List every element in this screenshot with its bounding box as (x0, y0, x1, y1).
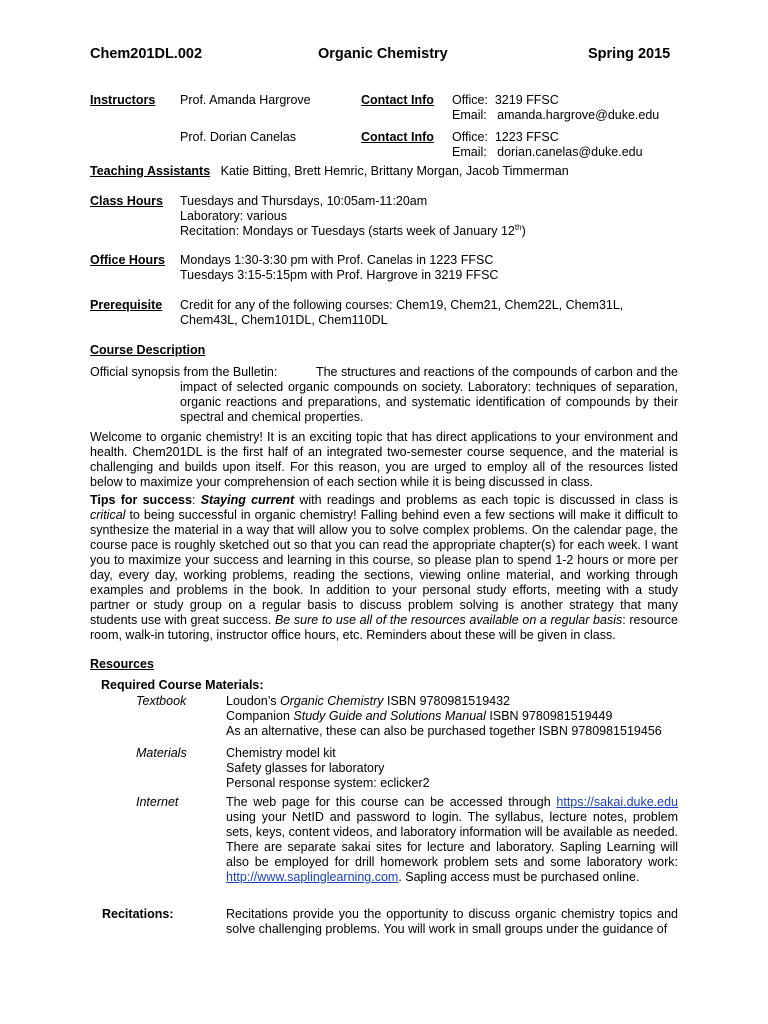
course-title: Organic Chemistry (318, 46, 448, 62)
email-value: dorian.canelas@duke.edu (497, 145, 643, 159)
course-description-heading: Course Description (90, 343, 206, 357)
term: Spring 2015 (588, 46, 671, 62)
textbook-line-3: As an alternative, these can also be purchased together ISBN 9780981519456 (226, 724, 662, 738)
text: Companion (226, 709, 294, 723)
superscript: th (514, 222, 522, 232)
instructor-2-email (452, 145, 643, 160)
instructor-1-office (452, 93, 559, 108)
book-title: Organic Chemistry (280, 694, 384, 708)
office-label: Office: (452, 93, 488, 107)
tips-colon: : (191, 493, 201, 507)
sakai-link[interactable]: https://sakai.duke.edu (556, 795, 678, 809)
tips-label: Tips for success (90, 493, 192, 507)
tips-text-2: to being successful in organic chemistry! Falling behind even a few sections will make it difficult to synthesize the material in a way that will allow you to solve complex problems. On the calendar page, the course pace is roughly sketched out so that you can read the appropriate chapter(s) for each week. I want you to maximize your success and learning in this course, so please plan to spend 1-2 hours or more per day, every day, working problems, reading the sections, viewing online material, and working through examples and problems in the book. In addition to your personal study efforts, meeting with a study partner or study group on a regular basis to discuss problem solving is another strategy that many students use with great success. (90, 508, 678, 627)
instructor-1-name: Prof. Amanda Hargrove (180, 93, 311, 107)
prerequisite-label: Prerequisite (90, 298, 163, 312)
instructor-1-email (452, 108, 659, 123)
class-hours-line-2: Laboratory: various (180, 209, 288, 223)
contact-info-label-2: Contact Info (361, 130, 434, 144)
office-value: 1223 FFSC (494, 130, 559, 144)
resources-heading: Resources (90, 657, 154, 671)
synopsis-line-1: The structures and reactions of the compounds of carbon and the (315, 365, 678, 379)
instructor-2-office (452, 130, 559, 145)
office-hours-line-2: Tuesdays 3:15-5:15pm with Prof. Hargrove in 3219 FFSC (180, 268, 499, 282)
instructors-label: Instructors (90, 93, 156, 107)
recitations-paragraph: Recitations provide you the opportunity to discuss organic chemistry topics and solve challenging problems. You will work in small groups under the guidance of (226, 907, 678, 936)
isbn: ISBN 9780981519432 (383, 694, 510, 708)
text: The web page for this course can be accessed through (226, 795, 557, 809)
tips-text-1: with readings and problems as each topic is discussed in class is (294, 493, 678, 507)
synopsis-first-line (90, 365, 678, 380)
office-hours-line-1: Mondays 1:30-3:30 pm with Prof. Canelas in 1223 FFSC (180, 253, 494, 267)
materials-label: Materials (136, 746, 187, 760)
tips-paragraph (90, 493, 678, 643)
teaching-assistants-label: Teaching Assistants (90, 164, 211, 178)
recitation-schedule-end: ) (521, 224, 526, 238)
textbook-line-2 (226, 709, 612, 724)
office-label: Office: (452, 130, 488, 144)
materials-item-1: Chemistry model kit (226, 746, 336, 760)
welcome-paragraph: Welcome to organic chemistry! It is an exciting topic that has direct applications to your environment and health. Chem201DL is the first half of an integrated two-semester course sequence, and the material is challenging and builds upon itself. For this reason, you are urged to employ all of the resources listed below to maximize your comprehension of each section while it is being discussed in class. (90, 430, 678, 489)
materials-item-2: Safety glasses for laboratory (226, 761, 385, 775)
internet-paragraph (226, 795, 678, 885)
class-hours-label: Class Hours (90, 194, 163, 208)
text: Loudon’s (226, 694, 280, 708)
email-label: Email: (452, 145, 487, 159)
prerequisite-line-1: Credit for any of the following courses: Chem19, Chem21, Chem22L, Chem31L, (180, 298, 624, 312)
class-hours-line-3 (180, 224, 526, 239)
textbook-label: Textbook (136, 694, 187, 708)
materials-item-3: Personal response system: eclicker2 (226, 776, 430, 790)
teaching-assistants-names: Katie Bitting, Brett Hemric, Brittany Morgan, Jacob Timmerman (220, 164, 569, 178)
textbook-line-1 (226, 694, 510, 709)
contact-info-label-1: Contact Info (361, 93, 434, 107)
tips-emphasis-1: Staying current (200, 493, 295, 507)
text: . Sapling access must be purchased online. (398, 870, 640, 884)
text: using your NetID and password to login. The syllabus, lecture notes, problem sets, keys, content videos, and laboratory information will be available as needed. There are separate sakai sites for lecture and laboratory. Sapling Learning will also be employed for drill homework problem sets and some laboratory work: (226, 810, 678, 869)
book-title: Study Guide and Solutions Manual (293, 709, 486, 723)
isbn: ISBN 9780981519449 (485, 709, 613, 723)
required-materials-heading: Required Course Materials: (101, 678, 264, 692)
tips-emphasis-3: Be sure to use all of the resources available on a regular basis (274, 613, 623, 627)
recitations-label: Recitations: (102, 907, 174, 921)
office-hours-label: Office Hours (90, 253, 166, 267)
office-value: 3219 FFSC (494, 93, 559, 107)
sapling-link[interactable]: http://www.saplinglearning.com (226, 870, 399, 884)
tips-emphasis-2: critical (90, 508, 126, 522)
email-value: amanda.hargrove@duke.edu (497, 108, 660, 122)
recitation-schedule: Recitation: Mondays or Tuesdays (starts week of January 12 (180, 224, 515, 238)
prerequisite-line-2: Chem43L, Chem101DL, Chem110DL (180, 313, 388, 327)
email-label: Email: (452, 108, 487, 122)
tips-text-3: : resource room, walk-in tutoring, instructor office hours, etc. Reminders about these will be given in class. (90, 613, 678, 642)
synopsis-text: impact of selected organic compounds on society. Laboratory: techniques of separation, organic reactions and preparations, and systematic identification of compounds by their spectral and chemical properties. (180, 380, 678, 424)
synopsis-lead: Official synopsis from the Bulletin: (90, 365, 278, 379)
internet-label: Internet (136, 795, 179, 809)
class-hours-line-1: Tuesdays and Thursdays, 10:05am-11:20am (180, 194, 428, 208)
instructor-2-name: Prof. Dorian Canelas (180, 130, 297, 144)
teaching-assistants-row (90, 164, 569, 179)
course-code: Chem201DL.002 (90, 46, 203, 62)
